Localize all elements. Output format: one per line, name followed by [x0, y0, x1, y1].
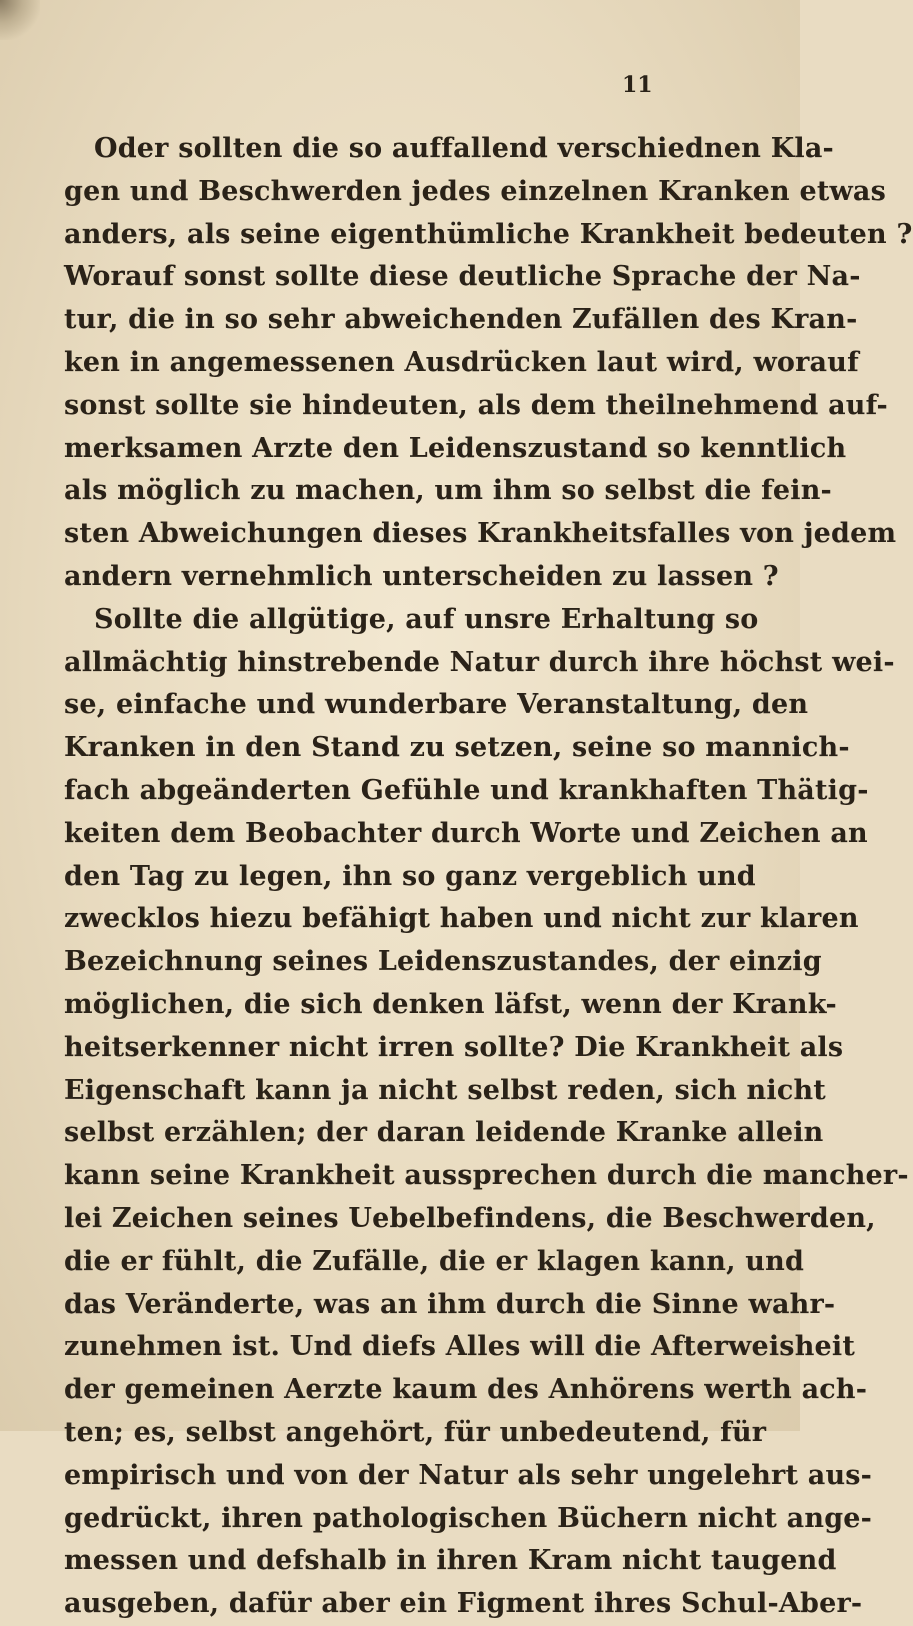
text-line: sonst sollte sie hindeuten, als dem theilnehmend auf-: [64, 389, 888, 421]
text-line: ten; es, selbst angehört, für unbedeutend, für: [64, 1416, 767, 1448]
text-line: tur, die in so sehr abweichenden Zufällen des Kran-: [64, 304, 858, 336]
text-line: kann seine Krankheit aussprechen durch die mancher-: [64, 1160, 909, 1192]
text-line: fach abgeänderten Gefühle und krankhaften Thätig-: [64, 774, 869, 806]
text-line: andern vernehmlich unterscheiden zu lassen ?: [64, 560, 779, 592]
body-text: [64, 128, 913, 1626]
text-line: se, einfache und wunderbare Veranstaltung, den: [64, 689, 809, 721]
text-line: lei Zeichen seines Uebelbefindens, die Beschwerden,: [64, 1202, 876, 1234]
text-line: Worauf sonst sollte diese deutliche Sprache der Na-: [64, 261, 861, 293]
text-line: zwecklos hiezu befähigt haben und nicht zur klaren: [64, 903, 859, 935]
text-line: selbst erzählen; der daran leidende Kranke allein: [64, 1117, 824, 1149]
text-line: Bezeichnung seines Leidenszustandes, der einzig: [64, 946, 822, 978]
text-line: die er fühlt, die Zufälle, die er klagen kann, und: [64, 1245, 805, 1277]
text-line: gedrückt, ihren pathologischen Büchern nicht ange-: [64, 1502, 873, 1534]
text-line: möglichen, die sich denken läfst, wenn der Krank-: [64, 988, 837, 1020]
text-line: Sollte die allgütige, auf unsre Erhaltung so: [94, 603, 759, 635]
text-line: zunehmen ist. Und diefs Alles will die Afterweisheit: [64, 1331, 856, 1363]
text-line: Kranken in den Stand zu setzen, seine so mannich-: [64, 732, 850, 764]
text-line: heitserkenner nicht irren sollte? Die Krankheit als: [64, 1031, 844, 1063]
text-line: als möglich zu machen, um ihm so selbst die fein-: [64, 475, 832, 507]
text-line: Oder sollten die so auffallend verschiednen Kla-: [94, 133, 834, 164]
text-line: empirisch und von der Natur als sehr ungelehrt aus-: [64, 1459, 873, 1491]
text-line: den Tag zu legen, ihn so ganz vergeblich und: [64, 860, 756, 892]
page-corner-shadow: [0, 0, 40, 40]
text-line: merksamen Arzte den Leidenszustand so kenntlich: [64, 432, 847, 464]
text-line: sten Abweichungen dieses Krankheitsfalles von jedem: [64, 518, 897, 550]
text-line: anders, als seine eigenthümliche Krankheit bedeuten ?: [64, 218, 913, 250]
text-line: ausgeben, dafür aber ein Figment ihres Schul-Aber-: [64, 1588, 863, 1620]
text-line: der gemeinen Aerzte kaum des Anhörens werth ach-: [64, 1374, 868, 1406]
page-number: 11: [622, 72, 653, 98]
text-line: gen und Beschwerden jedes einzelnen Kranken etwas: [64, 175, 887, 207]
text-line: messen und defshalb in ihren Kram nicht taugend: [64, 1545, 837, 1577]
text-line: allmächtig hinstrebende Natur durch ihre höchst wei-: [64, 646, 895, 678]
text-line: Eigenschaft kann ja nicht selbst reden, sich nicht: [64, 1074, 826, 1106]
text-line: ken in angemessenen Ausdrücken laut wird, worauf: [64, 346, 859, 378]
text-line: keiten dem Beobachter durch Worte und Zeichen an: [64, 817, 868, 849]
text-line: das Veränderte, was an ihm durch die Sinne wahr-: [64, 1288, 836, 1320]
